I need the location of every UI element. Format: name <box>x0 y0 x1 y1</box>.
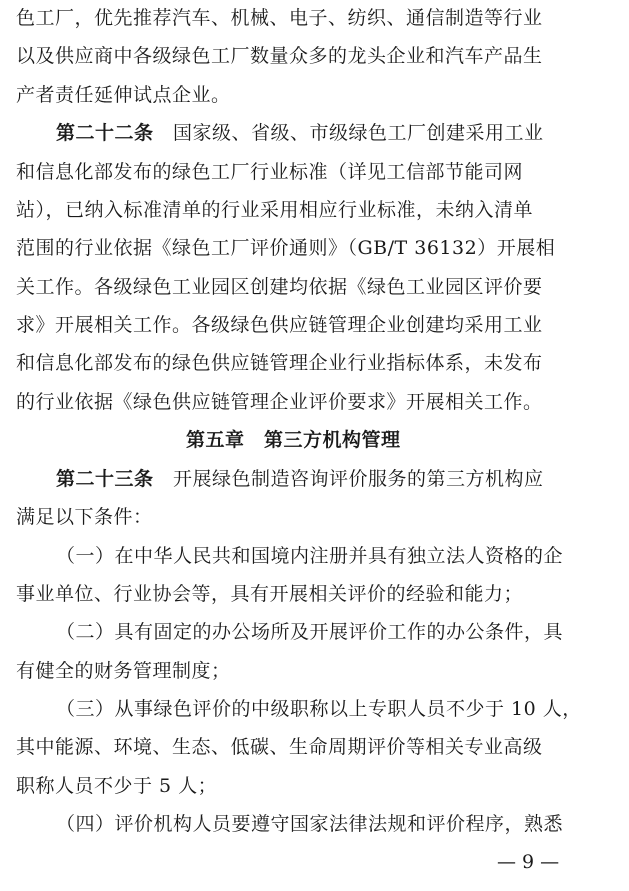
body-text-line: 的行业依据《绿色供应链管理企业评价要求》开展相关工作。 <box>16 391 543 413</box>
condition-item-3: （三）从事绿色评价的中级职称以上专职人员不少于 10 人， <box>56 698 582 720</box>
condition-item-2: （二）具有固定的办公场所及开展评价工作的办公条件，具 <box>56 621 564 643</box>
body-text-line: 以及供应商中各级绿色工厂数量众多的龙头企业和汽车产品生 <box>16 45 543 67</box>
body-text-line: 产者责任延伸试点企业。 <box>16 84 231 106</box>
body-text-line: 色工厂，优先推荐汽车、机械、电子、纺织、通信制造等行业 <box>16 7 543 29</box>
body-text-line: 满足以下条件： <box>16 506 153 528</box>
body-text-line: 事业单位、行业协会等，具有开展相关评价的经验和能力； <box>16 583 524 605</box>
body-text-line: 范围的行业依据《绿色工厂评价通则》（GB/T 36132）开展相 <box>16 237 556 259</box>
article-22-paragraph-start <box>56 121 544 145</box>
page-number: — 9 — <box>497 851 560 873</box>
condition-item-1: （一）在中华人民共和国境内注册并具有独立法人资格的企 <box>56 545 564 567</box>
condition-item-4: （四）评价机构人员要遵守国家法律法规和评价程序，熟悉 <box>56 813 564 835</box>
article-23-text: 开展绿色制造咨询评价服务的第三方机构应 <box>173 468 544 490</box>
body-text-line: 和信息化部发布的绿色供应链管理企业行业指标体系，未发布 <box>16 352 543 374</box>
body-text-line: 有健全的财务管理制度； <box>16 660 231 682</box>
body-text-line: 其中能源、环境、生态、低碳、生命周期评价等相关专业高级 <box>16 736 543 758</box>
article-23-label: 第二十三条 <box>56 468 154 490</box>
body-text-line: 求》开展相关工作。各级绿色供应链管理企业创建均采用工业 <box>16 314 543 336</box>
body-text-line: 站），已纳入标准清单的行业采用相应行业标准，未纳入清单 <box>16 199 534 221</box>
body-text-line: 关工作。各级绿色工业园区创建均依据《绿色工业园区评价要 <box>16 276 543 298</box>
article-22-text: 国家级、省级、市级绿色工厂创建采用工业 <box>173 122 544 144</box>
body-text-line: 和信息化部发布的绿色工厂行业标准（详见工信部节能司网 <box>16 161 524 183</box>
article-23-paragraph-start <box>56 467 544 491</box>
body-text-line: 职称人员不少于 5 人； <box>16 775 218 797</box>
chapter-heading: 第五章 第三方机构管理 <box>186 429 401 451</box>
article-22-label: 第二十二条 <box>56 122 154 144</box>
